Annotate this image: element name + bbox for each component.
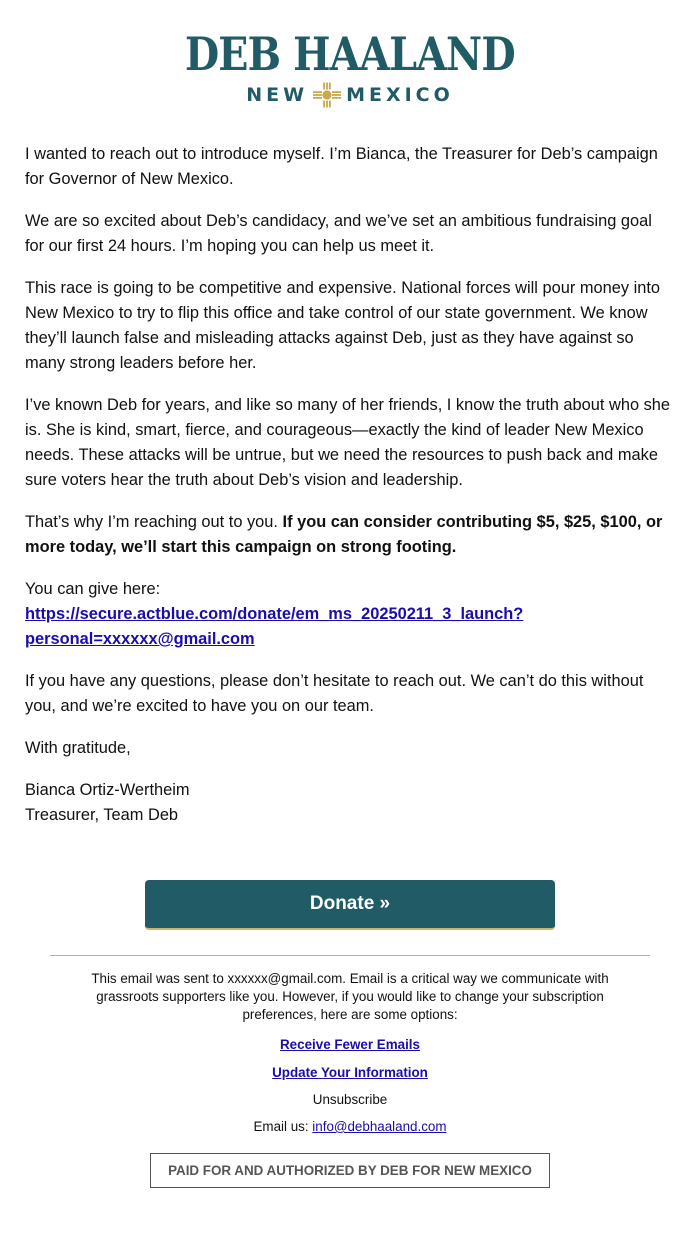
give-label: You can give here:	[25, 580, 161, 598]
signature	[25, 778, 673, 828]
update-information-link[interactable]: Update Your Information	[272, 1065, 428, 1080]
donate-button-wrap	[145, 880, 555, 930]
logo-state	[0, 82, 700, 108]
closing: With gratitude,	[25, 739, 131, 757]
donation-link[interactable]	[25, 605, 523, 648]
paragraph-about-deb: I’ve known Deb for years, and like so many of her friends, I know the truth about who she is. She is kind, smart, fierce, and courageous—exactly the kind of leader New Mexico needs. These attacks will be untrue, but we need the resources to push back and make sure voters hear the truth about Deb’s vision and leadership.	[25, 396, 671, 489]
email-us-label: Email us:	[253, 1119, 313, 1134]
footer-divider	[50, 955, 650, 956]
paragraph-questions: If you have any questions, please don’t hesitate to reach out. We can’t do this without you, and we’re excited to have you on our team.	[25, 672, 644, 715]
logo-state-mexico: MEXICO	[346, 84, 454, 106]
paragraph-give	[25, 577, 673, 652]
email-us-line	[70, 1118, 630, 1136]
email-body	[25, 142, 673, 845]
paragraph-intro: I wanted to reach out to introduce myself. I’m Bianca, the Treasurer for Deb’s campaign for Governor of New Mexico.	[25, 145, 658, 188]
footer	[70, 970, 630, 1147]
paragraph-goal: We are so excited about Deb’s candidacy, and we’ve set an ambitious fundraising goal for our first 24 hours. I’m hoping you can help us meet it.	[25, 212, 652, 255]
zia-sun-icon	[312, 82, 342, 108]
logo-name: DEB HAALAND	[185, 27, 515, 81]
donation-link-line2: personal=xxxxxx@gmail.com	[25, 630, 255, 648]
paragraph-ask	[25, 510, 673, 560]
signer-name: Bianca Ortiz-Wertheim	[25, 781, 190, 799]
logo-state-new: NEW	[246, 84, 309, 106]
paid-for-disclaimer: PAID FOR AND AUTHORIZED BY DEB FOR NEW MEXICO	[150, 1153, 550, 1188]
campaign-logo	[0, 28, 700, 108]
donate-button[interactable]: Donate »	[145, 880, 555, 930]
ask-text: That’s why I’m reaching out to you.	[25, 513, 283, 531]
subscription-notice: This email was sent to xxxxxx@gmail.com. Email is a critical way we communicate with grassroots supporters like you. However, if you would like to change your subscription preferences, here are some options:	[91, 971, 609, 1022]
receive-fewer-emails-link[interactable]: Receive Fewer Emails	[280, 1037, 420, 1052]
email-us-link[interactable]: info@debhaaland.com	[312, 1119, 447, 1134]
ask-bold-text: If you can consider contributing $5, $25, $100, or more today, we’ll start this campaign on strong footing.	[25, 513, 663, 556]
donation-link-line1: https://secure.actblue.com/donate/em_ms_20250211_3_launch?	[25, 605, 524, 623]
unsubscribe-link[interactable]: Unsubscribe	[312, 1092, 388, 1107]
paragraph-race: This race is going to be competitive and expensive. National forces will pour money into New Mexico to try to flip this office and take control of our state government. We know they’ll launch false and misleading attacks against Deb, just as they have against so many strong leaders before her.	[25, 279, 661, 372]
signer-title: Treasurer, Team Deb	[25, 806, 179, 824]
